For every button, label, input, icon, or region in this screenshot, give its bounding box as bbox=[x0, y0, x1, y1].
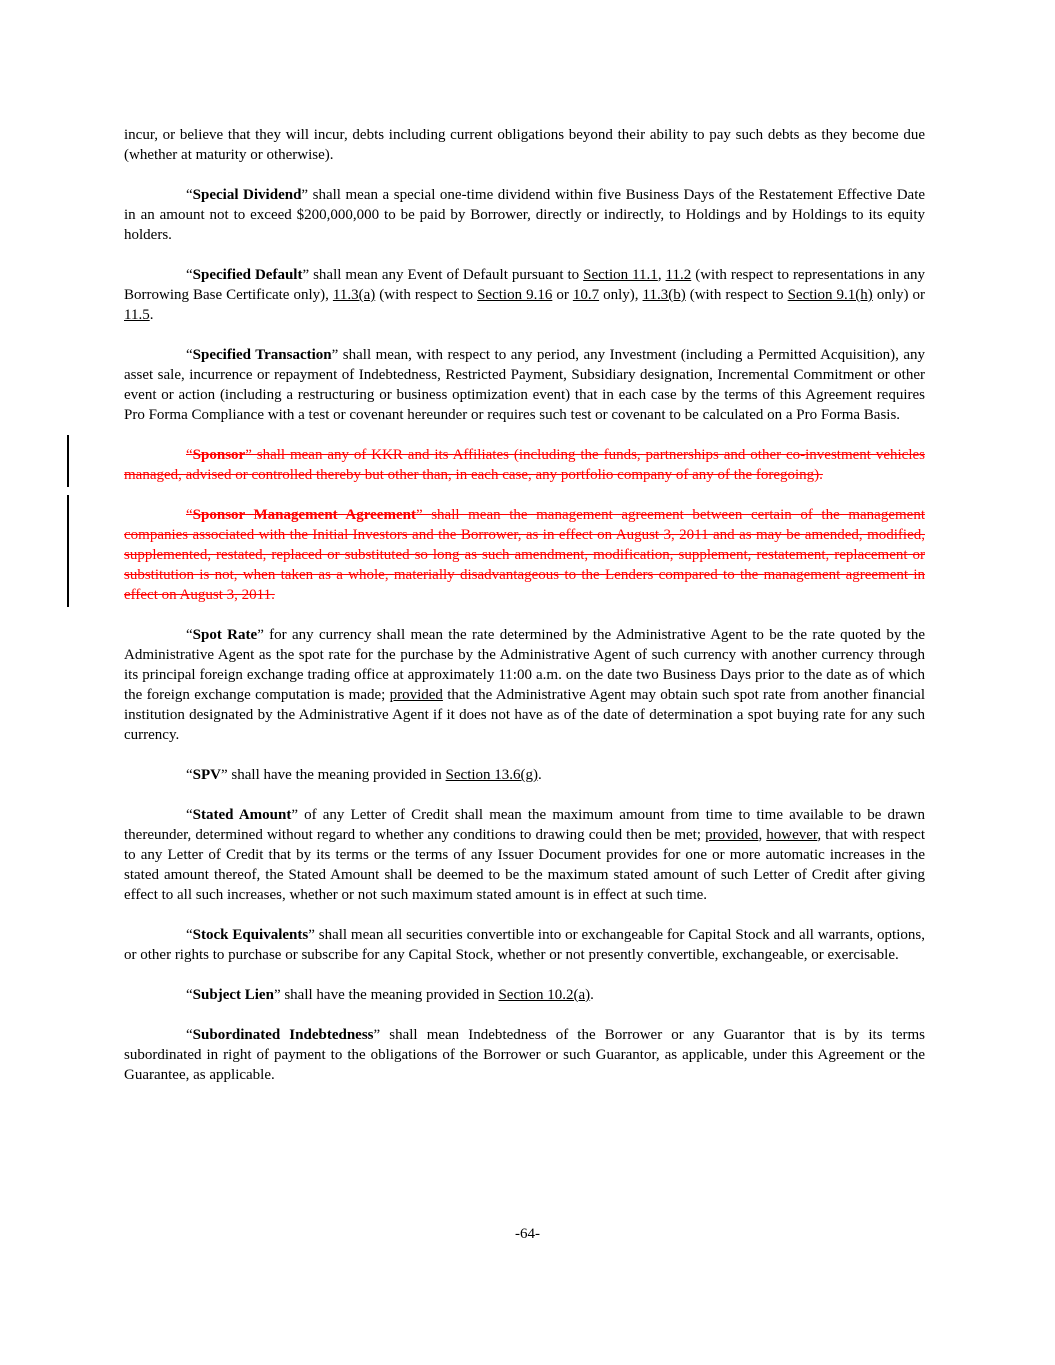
text: ” shall mean the management agreement between certain of the management companies associated with the Initial Investors and the Borrower, as in effect on August 3, 2011 and as may be amended, modified, supplemented, restated, replaced or substituted so long as such amendment, modification, supplement, restatement, replacement or substitution is not, when taken as a whole, materially disadvantageous to the Lenders compared to the management agreement in effect on August 3, 2011. bbox=[124, 507, 925, 603]
text: (with respect to bbox=[375, 287, 478, 303]
text: “ bbox=[186, 507, 193, 523]
text: ” shall mean Indebtedness of the Borrower or any Guarantor that is by its terms subordinated in right of payment to the obligations of the Borrower or such Guarantor, as applicable, under this Agreement or the Guarantee, as applicable. bbox=[124, 1027, 925, 1083]
text: , bbox=[657, 267, 666, 283]
text: ” shall mean a special one-time dividend within five Business Days of the Restatement Effective Date in an amount not to exceed $200,000,000 to be paid by Borrower, directly or indirectly, to Holdings and by Holdings to its equity holders. bbox=[124, 187, 926, 243]
defined-term: Spot Rate bbox=[192, 627, 258, 643]
defined-term: Specified Default bbox=[192, 267, 303, 283]
cross-reference: 11.2 bbox=[665, 267, 692, 283]
cross-reference: Section 10.2(a) bbox=[498, 987, 591, 1003]
text: “ bbox=[186, 767, 193, 783]
text: “ bbox=[186, 447, 193, 463]
text: ” shall have the meaning provided in bbox=[221, 767, 446, 783]
cross-reference: 11.3(b) bbox=[642, 287, 686, 303]
text: “ bbox=[186, 927, 193, 943]
text: “ bbox=[186, 267, 193, 283]
text: or bbox=[552, 287, 573, 303]
defined-term: Stock Equivalents bbox=[192, 927, 309, 943]
text: “ bbox=[186, 187, 193, 203]
cross-reference: Section 13.6(g) bbox=[445, 767, 539, 783]
text: , that with respect to any Letter of Credit that by its terms or the terms of any Issuer Document provides for one or more automatic increases in the stated amount thereof, the Stated Amount shall be deemed to be the maximum stated amount of such Letter of Credit after giving effect to all such increases, whether or not such maximum stated amount is in effect at such time. bbox=[124, 827, 925, 903]
cross-reference: 10.7 bbox=[572, 287, 600, 303]
definition-paragraph bbox=[124, 805, 925, 905]
text: ” shall mean any Event of Default pursuant to bbox=[302, 267, 584, 283]
text: , bbox=[758, 827, 767, 843]
text: only) or bbox=[872, 287, 925, 303]
text: ” of any Letter of Credit shall mean the maximum amount from time to time available to be drawn thereunder, determined without regard to whether any conditions to drawing could then be met; bbox=[124, 807, 925, 843]
cross-reference: Section 9.1(h) bbox=[787, 287, 873, 303]
text: only), bbox=[599, 287, 643, 303]
definition-paragraph bbox=[124, 265, 925, 325]
definition-paragraph bbox=[124, 1025, 925, 1085]
change-bar bbox=[67, 435, 69, 487]
definition-paragraph bbox=[124, 985, 925, 1005]
defined-term: SPV bbox=[192, 767, 222, 783]
defined-term: Subject Lien bbox=[192, 987, 274, 1003]
text: (with respect to representations in any Borrowing Base Certificate only), bbox=[124, 267, 926, 303]
definition-paragraph bbox=[124, 345, 925, 425]
text: “ bbox=[186, 1027, 193, 1043]
text: (with respect to bbox=[685, 287, 788, 303]
definition-paragraph bbox=[124, 185, 925, 245]
defined-term: Sponsor bbox=[192, 447, 246, 463]
text: “ bbox=[186, 347, 193, 363]
definition-paragraph bbox=[124, 765, 925, 785]
text: ” shall mean, with respect to any period, any Investment (including a Permitted Acquisition), any asset sale, incurrence or repayment of Indebtedness, Restricted Payment, Subsidiary designation, Incremental Commitment or other event or action (including a restructuring or business optimization event) that in each case by the terms of this Agreement requires Pro Forma Compliance with a test or covenant hereunder or requires such test or covenant to be calculated on a Pro Forma Basis. bbox=[124, 347, 926, 423]
definition-paragraph bbox=[124, 125, 925, 165]
text: ” shall mean all securities convertible into or exchangeable for Capital Stock and all warrants, options, or other rights to purchase or subscribe for any Capital Stock, whether or not presently convertible, exchangeable, or exercisable. bbox=[124, 927, 925, 963]
cross-reference: Section 9.16 bbox=[477, 287, 553, 303]
change-bar bbox=[67, 495, 69, 607]
text: . bbox=[538, 767, 542, 783]
definition-paragraph bbox=[124, 925, 925, 965]
text: ” shall mean any of KKR and its Affiliates (including the funds, partnerships and other co-investment vehicles managed, advised or controlled thereby but other than, in each case, any portfolio company of any of the foregoing). bbox=[124, 447, 925, 483]
cross-reference: provided bbox=[389, 687, 443, 703]
document-body bbox=[124, 125, 925, 1105]
defined-term: Stated Amount bbox=[192, 807, 292, 823]
cross-reference: provided bbox=[705, 827, 759, 843]
defined-term: Sponsor Management Agreement bbox=[192, 507, 416, 523]
defined-term: Subordinated Indebtedness bbox=[192, 1027, 374, 1043]
cross-reference: however bbox=[766, 827, 818, 843]
text: “ bbox=[186, 627, 193, 643]
page-number: -64- bbox=[515, 1226, 540, 1242]
defined-term: Special Dividend bbox=[192, 187, 302, 203]
cross-reference: Section 11.1 bbox=[583, 267, 658, 283]
deleted-definition-paragraph bbox=[124, 445, 925, 485]
cross-reference: 11.3(a) bbox=[332, 287, 376, 303]
text: . bbox=[590, 987, 594, 1003]
text: . bbox=[149, 307, 154, 323]
cross-reference: 11.5 bbox=[124, 307, 150, 323]
text: ” shall have the meaning provided in bbox=[273, 987, 499, 1003]
defined-term: Specified Transaction bbox=[192, 347, 332, 363]
text: incur, or believe that they will incur, debts including current obligations beyond their ability to pay such debts as they become due (whether at maturity or otherwise). bbox=[124, 127, 925, 163]
text: “ bbox=[186, 807, 193, 823]
deleted-definition-paragraph bbox=[124, 505, 925, 605]
text: ” for any currency shall mean the rate determined by the Administrative Agent to be the rate quoted by the Administrative Agent as the spot rate for the purchase by the Administrative Agent of such currency with another currency through its principal foreign exchange trading office at approximately 11:00 a.m. on the date two Business Days prior to the date as of which the foreign exchange computation is made; bbox=[124, 627, 926, 703]
text: that the Administrative Agent may obtain such spot rate from another financial institution designated by the Administrative Agent if it does not have as of the date of determination a spot buying rate for any such currency. bbox=[124, 687, 925, 743]
text: “ bbox=[186, 987, 193, 1003]
definition-paragraph bbox=[124, 625, 925, 745]
